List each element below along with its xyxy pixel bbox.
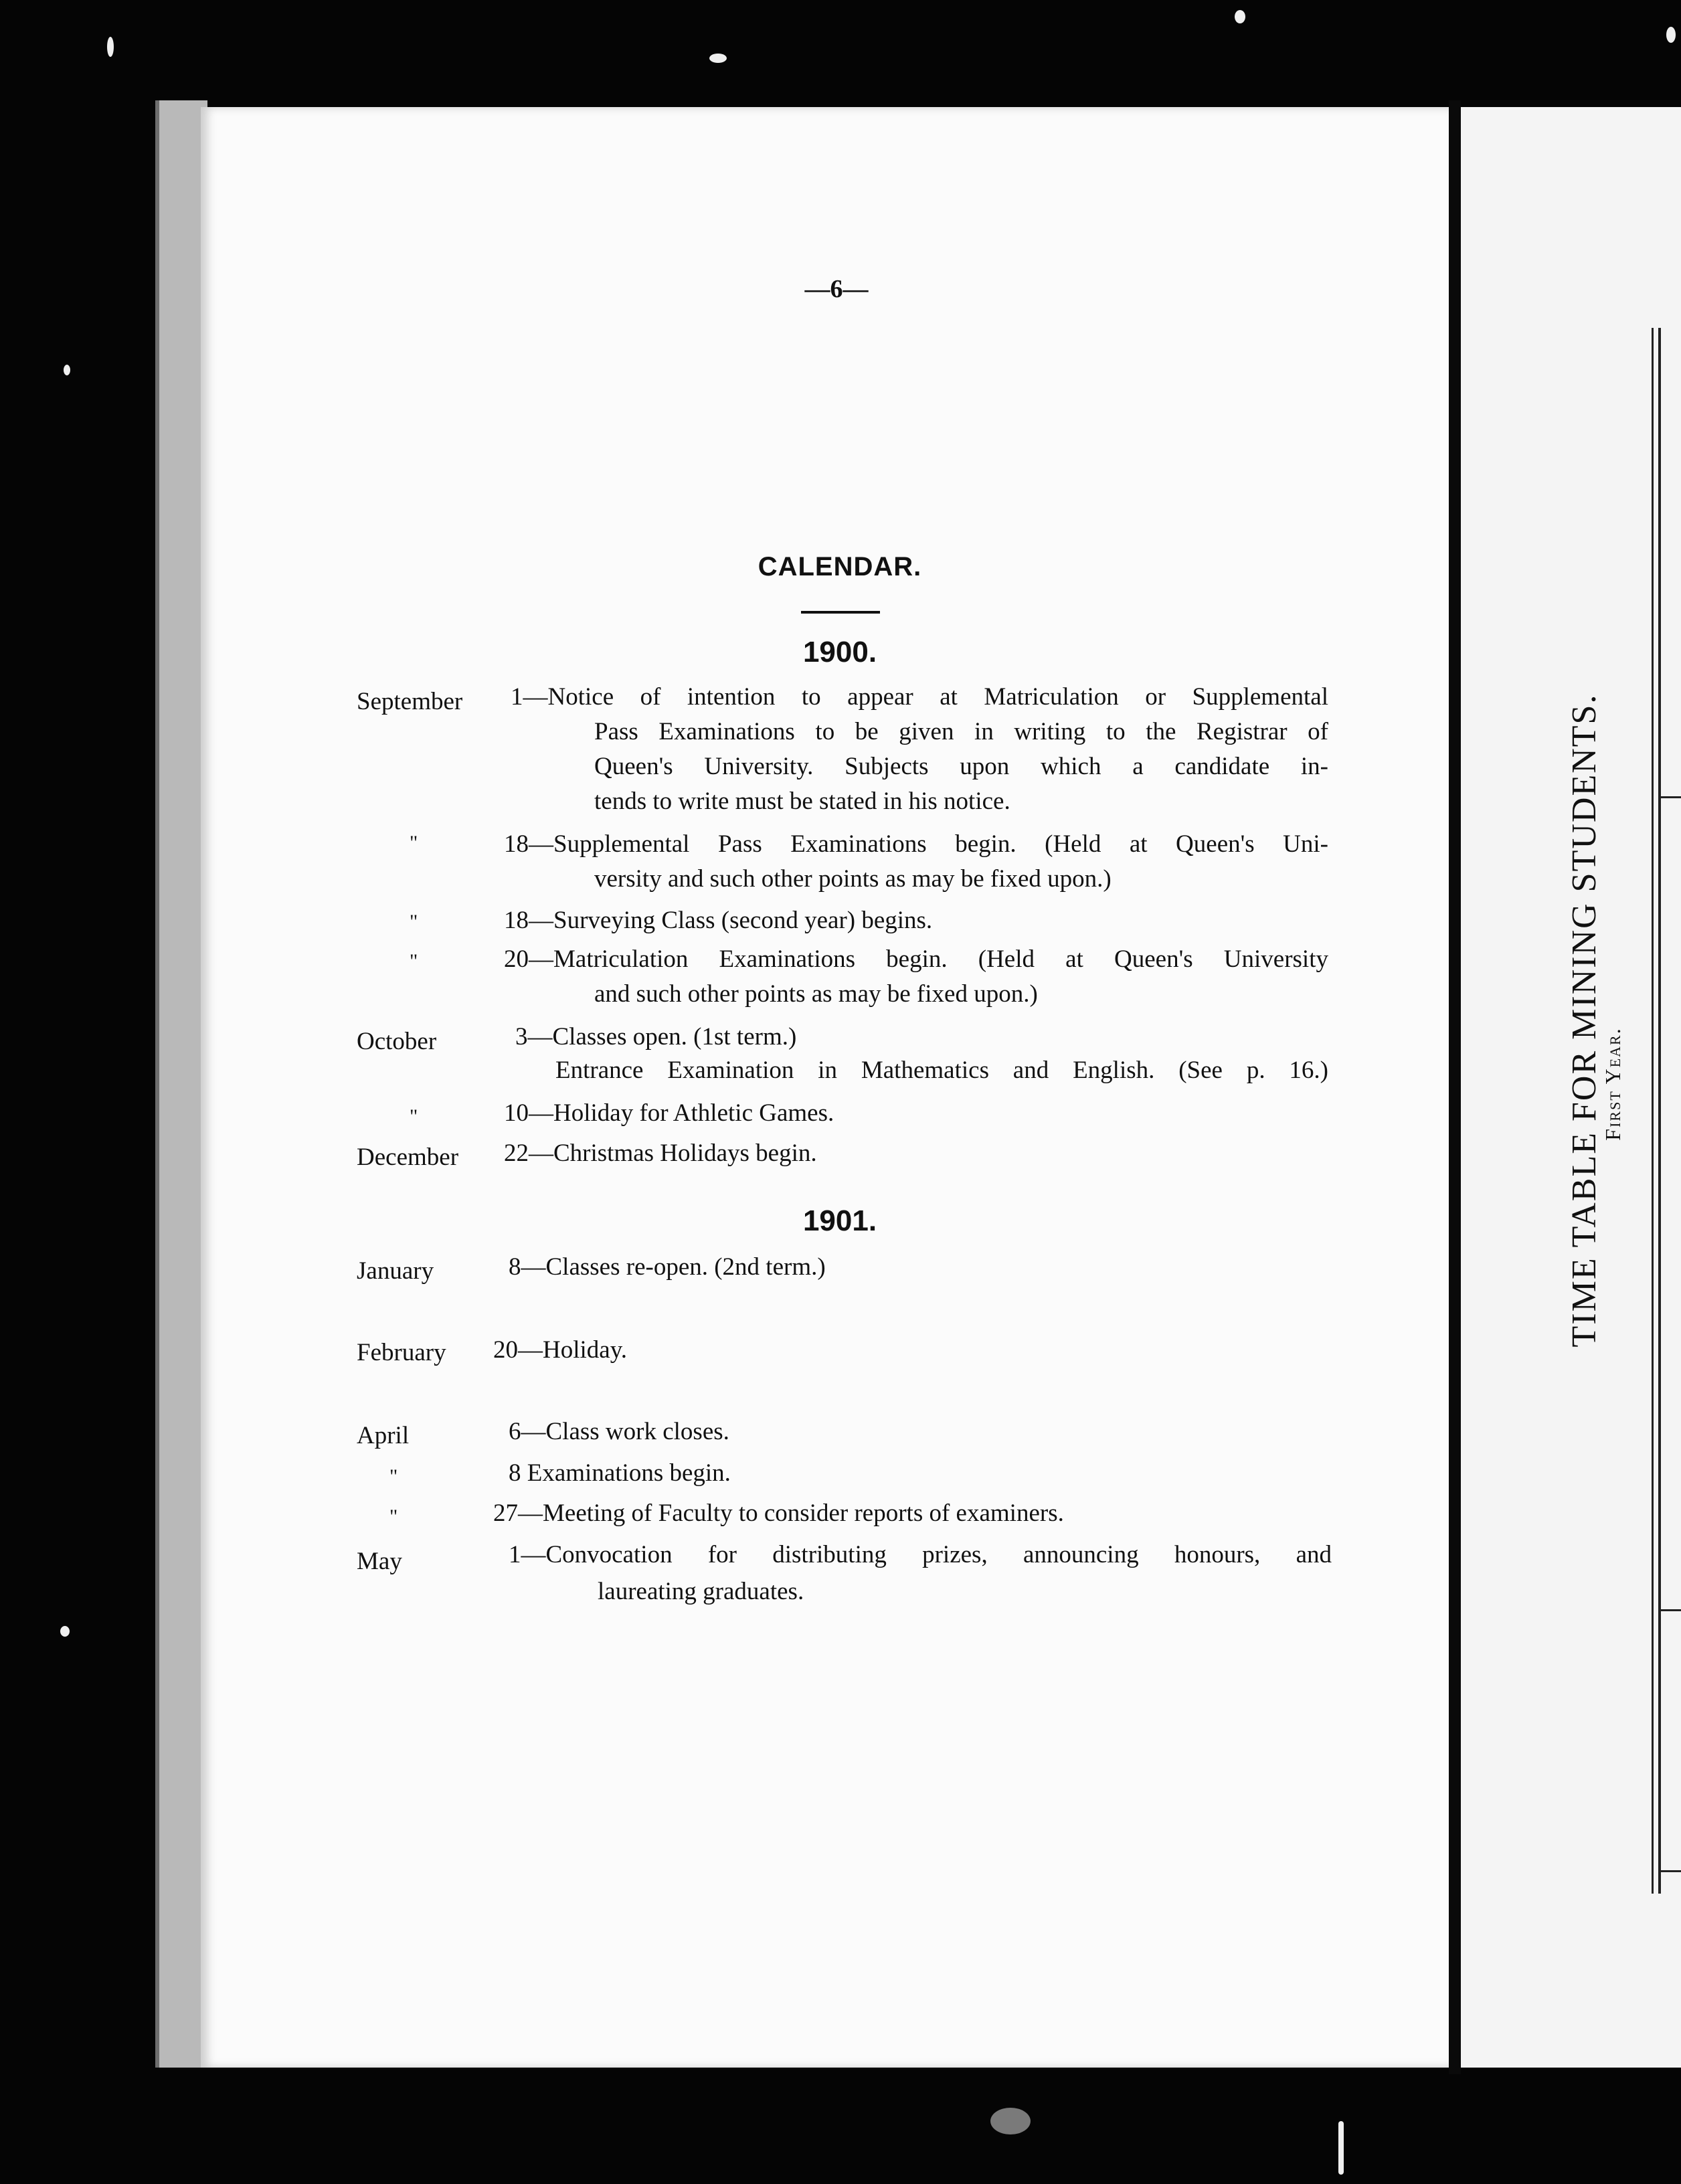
page-number: —6— [804,275,869,303]
entry-line: 3—Classes open. (1st term.) [515,1023,797,1051]
ditto-mark: " [410,1105,418,1127]
entry-line: Queen's University. Subjects upon which a candidate in- [594,753,1328,780]
ditto-mark: " [410,950,418,972]
film-speck [1235,10,1245,23]
film-speck [107,37,114,57]
film-speck [64,365,70,375]
ditto-mark: " [410,911,418,933]
time-table-heading: TIME TABLE FOR MINING STUDENTS. [1565,693,1603,1348]
right-page-rule-inner [1652,328,1654,1894]
month-label: October [357,1028,437,1055]
entry-line: 20—Holiday. [493,1336,628,1364]
book-gutter [1449,100,1461,2074]
film-speck [1338,2121,1344,2175]
year-heading-1900: 1900. [802,636,877,668]
entry-line: versity and such other points as may be fixed upon.) [594,865,1112,893]
time-table-title [1565,619,1604,1422]
month-label: December [357,1144,459,1171]
film-speck [60,1626,70,1637]
entry-line: 18—Supplemental Pass Examinations begin. (Held at Queen's Uni- [504,830,1328,858]
entry-line: 27—Meeting of Faculty to consider reports of examiners. [493,1499,1064,1527]
month-label: February [357,1339,446,1366]
film-speck [1666,27,1676,43]
film-speck [709,54,727,63]
entry-line: Pass Examinations to be given in writing to the Registrar of [594,718,1328,745]
entry-line: 20—Matriculation Examinations begin. (Held at Queen's University [504,945,1328,973]
film-speck [990,2108,1031,2134]
month-label: September [357,688,463,715]
entry-line: 8 Examinations begin. [509,1459,731,1487]
right-page-rule [1658,328,1661,1894]
entry-line: 1—Notice of intention to appear at Matriculation or Supplemental [511,683,1328,711]
entry-line: 8—Classes re-open. (2nd term.) [509,1253,826,1281]
page-edge [155,100,207,2068]
entry-line: 10—Holiday for Athletic Games. [504,1099,834,1127]
time-table-subtitle: First Year. [1601,1027,1625,1141]
entry-line: 18—Surveying Class (second year) begins. [504,907,933,934]
entry-line: laureating graduates. [598,1578,804,1605]
entry-line: 1—Convocation for distributing prizes, announcing honours, and [509,1541,1332,1568]
entry-line: Entrance Examination in Mathematics and English. (See p. 16.) [555,1057,1328,1084]
month-label: May [357,1548,402,1575]
right-page-tick [1661,1870,1681,1872]
entry-line: tends to write must be stated in his notice. [594,788,1010,815]
month-label: April [357,1422,410,1449]
month-label: January [357,1257,434,1285]
right-page-tick [1661,796,1681,798]
ditto-mark: " [389,1465,398,1487]
calendar-title: CALENDAR. [758,552,922,581]
year-heading-1901: 1901. [802,1204,877,1237]
ditto-mark: " [389,1506,398,1528]
entry-line: and such other points as may be fixed upon.) [594,980,1038,1008]
entry-line: 6—Class work closes. [509,1418,729,1445]
entry-line: 22—Christmas Holidays begin. [504,1140,817,1167]
left-page [201,107,1449,2068]
ditto-mark: " [410,832,418,854]
title-rule [801,611,880,614]
right-page-tick [1661,1609,1681,1611]
